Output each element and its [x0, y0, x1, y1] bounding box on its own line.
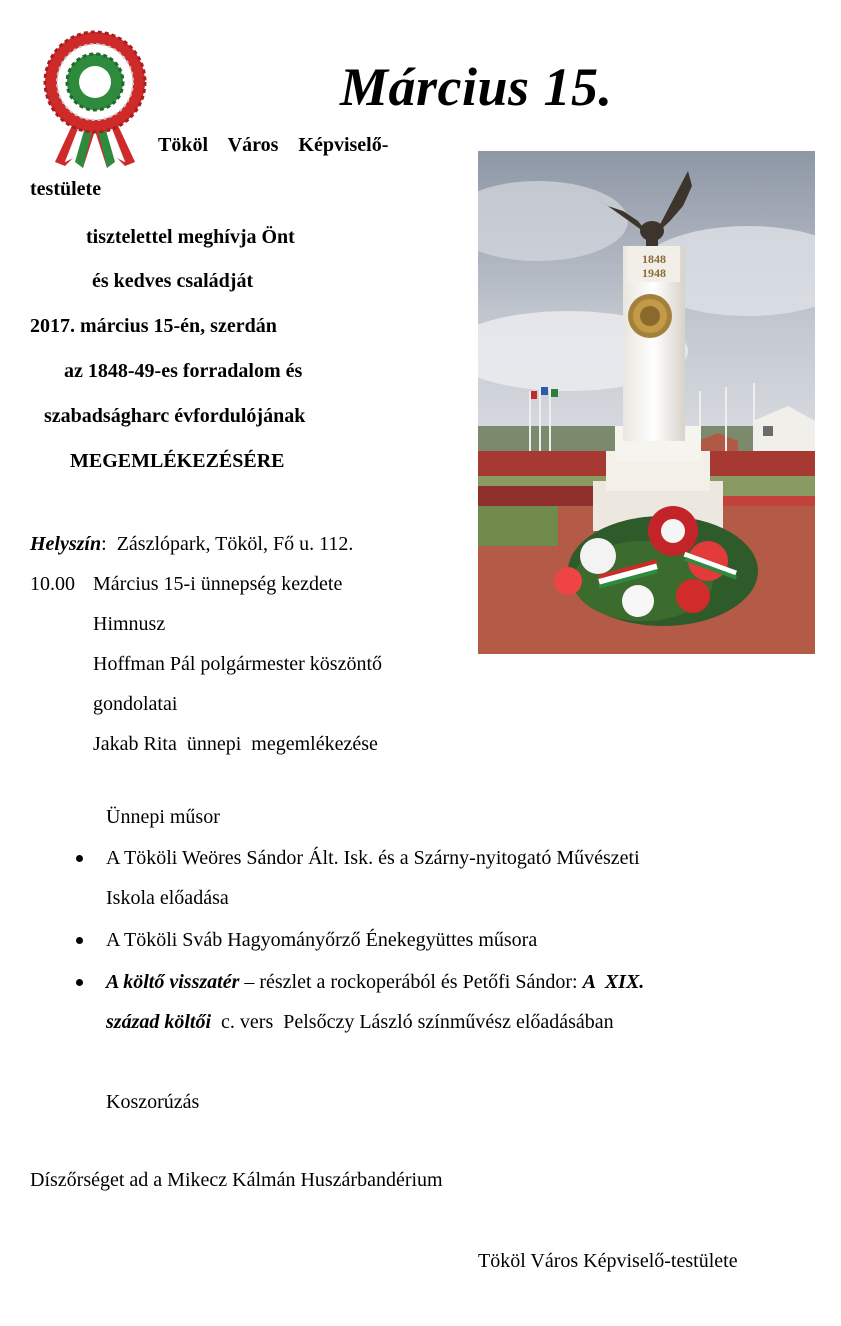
program-item-3-line-2	[106, 1010, 614, 1034]
program-item-1-line-1: A Tököli Weöres Sándor Ált. Isk. és a Szárny-nyitogató Művészeti	[106, 847, 640, 869]
plaque-year-top: 1848	[642, 252, 666, 266]
program-heading: Ünnepi műsor	[106, 806, 220, 828]
program-item-3-text: – részlet a rockoperából és Petőfi Sándor:	[239, 971, 583, 993]
honor-guard: Díszőrséget ad a Mikecz Kálmán Huszárbandérium	[30, 1169, 443, 1191]
wreath-laying: Koszorúzás	[106, 1091, 200, 1113]
bullet-icon	[76, 937, 83, 944]
invitation-line-2: és kedves családját	[92, 270, 254, 292]
schedule-item: Március 15-i ünnepség kezdete	[93, 573, 343, 595]
organizer-line-1: Tököl Város Képviselő-	[158, 134, 389, 156]
location-row	[30, 532, 353, 556]
invitation-line-6: MEGEMLÉKEZÉSÉRE	[70, 450, 285, 472]
location-value: Zászlópark, Tököl, Fő u. 112.	[116, 533, 354, 555]
program-item-1-line-2: Iskola előadása	[106, 887, 229, 909]
hungarian-cockade-icon	[40, 26, 150, 168]
program-item-3-text: c. vers Pelsőczy László színművész előadásában	[211, 1011, 614, 1033]
schedule-item: gondolatai	[93, 693, 178, 715]
event-date: 2017. március 15-én, szerdán	[30, 315, 277, 337]
bullet-icon	[76, 979, 83, 986]
poem-title-part: A XIX.	[582, 971, 645, 993]
page-title: Március 15.	[340, 57, 613, 117]
monument-photo	[478, 151, 815, 654]
schedule-item: Jakab Rita ünnepi megemlékezése	[93, 733, 378, 755]
schedule-item: Hoffman Pál polgármester köszöntő	[93, 653, 383, 675]
location-label: Helyszín	[30, 533, 102, 555]
schedule-item: Himnusz	[93, 613, 166, 635]
location-colon: :	[101, 533, 107, 555]
organizer-line-2: testülete	[30, 178, 102, 200]
poem-title-part: század költői	[106, 1011, 212, 1033]
invitation-line-1: tisztelettel meghívja Önt	[86, 226, 295, 248]
poem-opera-title: A költő visszatér	[106, 971, 240, 993]
program-item-3-line-1	[106, 970, 644, 994]
schedule-time: 10.00	[30, 573, 75, 595]
plaque-year-bottom: 1948	[642, 266, 666, 280]
signature: Tököl Város Képviselő-testülete	[478, 1250, 738, 1272]
program-item-2: A Tököli Sváb Hagyományőrző Énekegyüttes műsora	[106, 929, 538, 951]
invitation-line-4: az 1848-49-es forradalom és	[64, 360, 303, 382]
invitation-line-5: szabadságharc évfordulójának	[44, 405, 306, 427]
bullet-icon	[76, 855, 83, 862]
